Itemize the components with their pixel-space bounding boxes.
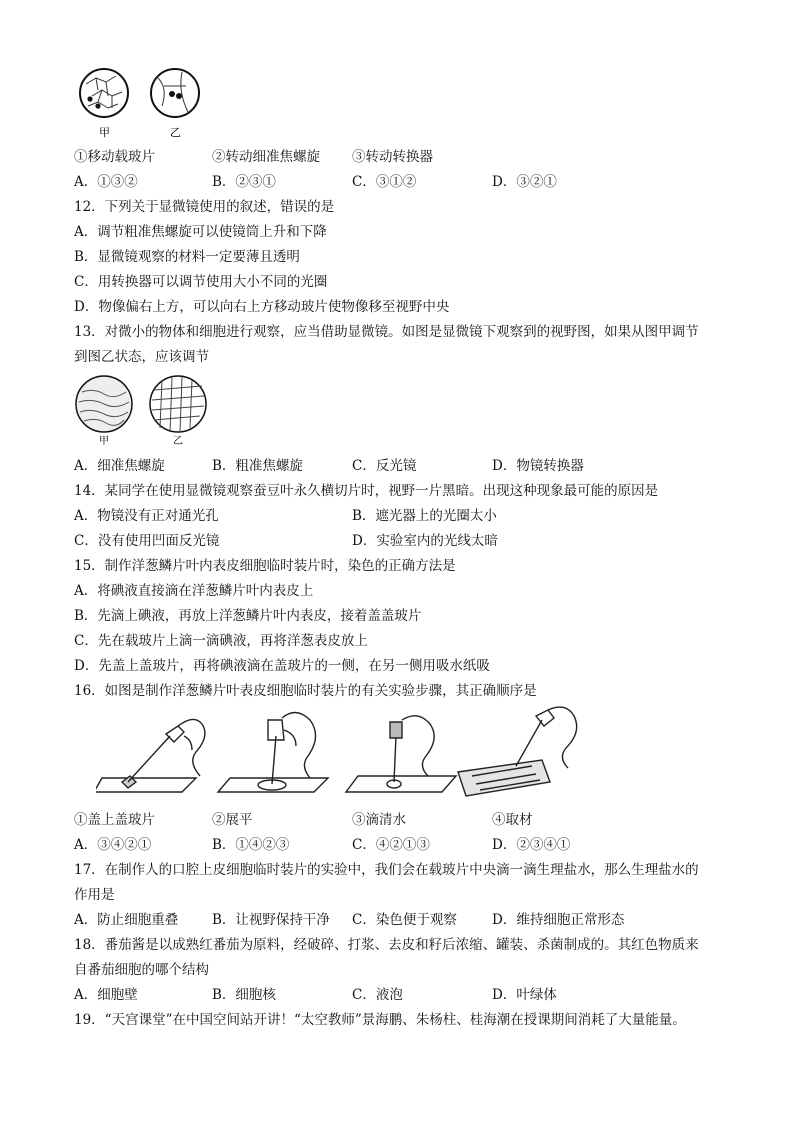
q15-option-d[interactable]: D．先盖上盖玻片，再将碘液滴在盖玻片的一侧，在另一侧用吸水纸吸 (74, 658, 490, 674)
q18-option-d[interactable]: D．叶绿体 (492, 987, 557, 1003)
q16-stem: 16．如图是制作洋葱鳞片叶表皮细胞临时装片的有关实验步骤，其正确顺序是 (74, 683, 537, 699)
q11-step-2: ②转动细准焦螺旋 (212, 149, 320, 165)
q14-option-b[interactable]: B．遮光器上的光圈太小 (352, 508, 497, 524)
q16-option-c[interactable]: C．④②①③ (352, 837, 430, 853)
q18-stem-line2: 自番茄细胞的哪个结构 (74, 962, 209, 978)
q11-field-jia (80, 69, 128, 117)
q14-stem: 14．某同学在使用显微镜观察蚕豆叶永久横切片时，视野一片黑暗。出现这种现象最可能的原因是 (74, 483, 659, 499)
q16-step-4: ④取材 (492, 812, 533, 828)
q16-step-picture-2 (218, 712, 328, 792)
q11-figure (78, 66, 218, 140)
q14-option-d[interactable]: D．实验室内的光线太暗 (352, 533, 498, 549)
q17-option-b[interactable]: B．让视野保持干净 (212, 912, 330, 928)
q16-figure (96, 706, 656, 802)
q14-option-c[interactable]: C．没有使用凹面反光镜 (74, 533, 220, 549)
q16-step-1: ①盖上盖玻片 (74, 812, 155, 828)
q11-option-c[interactable]: C．③①② (352, 174, 417, 190)
q18-stem-line1: 18．番茄酱是以成熟红番茄为原料，经破碎、打浆、去皮和籽后浓缩、罐装、杀菌制成的。其红色物质来 (74, 937, 699, 953)
q16-step-2: ②展平 (212, 812, 253, 828)
q13-option-b[interactable]: B．粗准焦螺旋 (212, 458, 303, 474)
q17-option-c[interactable]: C．染色便于观察 (352, 912, 457, 928)
q13-field-yi (150, 376, 206, 432)
q19-stem: 19．“天宫课堂”在中国空间站开讲！“太空教师”景海鹏、朱杨柱、桂海潮在授课期间消耗了大量能量。 (74, 1012, 686, 1028)
q16-option-a[interactable]: A．③④②① (74, 837, 152, 853)
q13-figure (74, 374, 214, 450)
q17-option-d[interactable]: D．维持细胞正常形态 (492, 912, 625, 928)
q15-stem: 15．制作洋葱鳞片叶内表皮细胞临时装片时，染色的正确方法是 (74, 558, 456, 574)
q11-field-yi (151, 69, 199, 117)
q11-step-1: ①移动载玻片 (74, 149, 155, 165)
q16-step-picture-4 (458, 707, 577, 796)
q13-option-d[interactable]: D．物镜转换器 (492, 458, 584, 474)
q13-field-jia (76, 376, 132, 432)
q18-option-b[interactable]: B．细胞核 (212, 987, 276, 1003)
q12-option-c[interactable]: C．用转换器可以调节使用大小不同的光圈 (74, 274, 328, 290)
q11-label-yi: 乙 (170, 126, 181, 139)
q11-option-b[interactable]: B．②③① (212, 174, 276, 190)
q15-option-a[interactable]: A．将碘液直接滴在洋葱鳞片叶内表皮上 (74, 583, 314, 599)
q15-option-b[interactable]: B．先滴上碘液，再放上洋葱鳞片叶内表皮，接着盖盖玻片 (74, 608, 422, 624)
q17-option-a[interactable]: A．防止细胞重叠 (74, 912, 179, 928)
q16-option-d[interactable]: D．②③④① (492, 837, 571, 853)
q14-option-a[interactable]: A．物镜没有正对通光孔 (74, 508, 219, 524)
q13-option-c[interactable]: C．反光镜 (352, 458, 417, 474)
q13-label-jia: 甲 (99, 436, 109, 447)
q17-stem-line1: 17．在制作人的口腔上皮细胞临时装片的实验中，我们会在载玻片中央滴一滴生理盐水，那么生理盐水的 (74, 862, 699, 878)
q17-stem-line2: 作用是 (74, 887, 115, 903)
q16-step-picture-1 (96, 719, 205, 792)
q18-option-c[interactable]: C．液泡 (352, 987, 403, 1003)
q12-option-a[interactable]: A．调节粗准焦螺旋可以使镜筒上升和下降 (74, 224, 327, 240)
q11-step-3: ③转动转换器 (352, 149, 433, 165)
q13-option-a[interactable]: A．细准焦螺旋 (74, 458, 165, 474)
q13-stem-line1: 13．对微小的物体和细胞进行观察，应当借助显微镜。如图是显微镜下观察到的视野图，如果从图甲调节 (74, 324, 699, 340)
q11-option-d[interactable]: D．③②① (492, 174, 557, 190)
q12-option-d[interactable]: D．物像偏右上方，可以向右上方移动玻片使物像移至视野中央 (74, 299, 450, 315)
q16-step-3: ③滴清水 (352, 812, 406, 828)
q13-stem-line2: 到图乙状态，应该调节 (74, 349, 209, 365)
q13-label-yi: 乙 (173, 436, 183, 447)
q16-step-picture-3 (346, 716, 456, 792)
q11-option-a[interactable]: A．①③② (74, 174, 138, 190)
q11-label-jia: 甲 (99, 126, 110, 139)
q16-option-b[interactable]: B．①④②③ (212, 837, 290, 853)
q12-stem: 12．下列关于显微镜使用的叙述，错误的是 (74, 199, 335, 215)
q12-option-b[interactable]: B．显微镜观察的材料一定要薄且透明 (74, 249, 300, 265)
q15-option-c[interactable]: C．先在载玻片上滴一滴碘液，再将洋葱表皮放上 (74, 633, 368, 649)
q18-option-a[interactable]: A．细胞壁 (74, 987, 138, 1003)
